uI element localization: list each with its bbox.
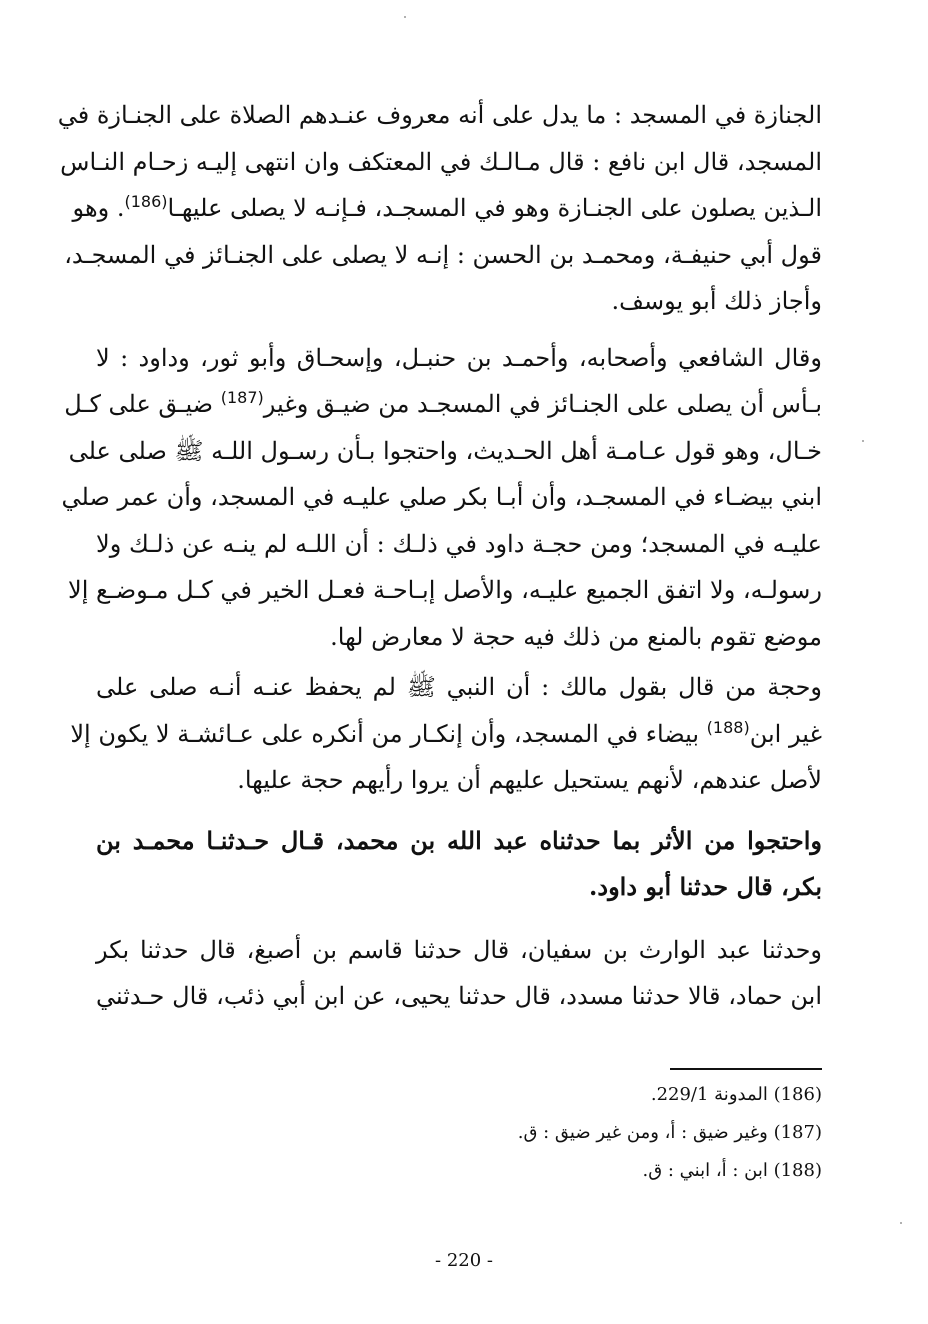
text-line: رسولـه، ولا اتفق الجميع عليـه، والأصل إبـاحـة فعـل الخير في كـل مـوضـع إلا (68, 576, 822, 604)
footnote-186: (186) المدونة 229/1. (650, 1084, 822, 1105)
scan-speck (862, 440, 864, 442)
text-line (70, 711, 822, 758)
text-segment: غير ابن (749, 719, 822, 748)
text-line: واحتجوا من الأثر بما حدثناه عبد الله بن محمد، قـال حـدثنـا محمـد بن (96, 825, 822, 855)
text-line: عليـه في المسجد؛ ومن حجـة داود في ذلـك : أن اللـه لم ينـه عن ذلـك ولا (96, 529, 822, 558)
text-line: خـال، وهو قول عـامـة أهل الحـديث، واحتجوا بـأن رسـول اللـه ﷺ صلى على (68, 436, 822, 465)
paragraph-4 (96, 818, 822, 911)
footnotes (222, 1076, 822, 1190)
footnote-188: (188) ابن : أ، ابني : ق. (642, 1160, 822, 1181)
text-line: موضع تقوم بالمنع من ذلك فيه حجة لا معارض لها. (330, 622, 822, 651)
text-line: وأجاز ذلك أبو يوسف. (611, 287, 822, 315)
footnote-187: (187) وغير ضيق : أ، ومن غير ضيق : ق. (517, 1122, 822, 1143)
paragraph-5 (96, 927, 822, 1020)
scan-speck (900, 1222, 902, 1224)
text-line: بكر، قال حدثنا أبو داود. (589, 872, 822, 901)
text-line (64, 381, 822, 428)
text-segment: ضيـق على كـل (64, 390, 221, 418)
text-segment: . وهو (72, 194, 125, 222)
main-text (57, 92, 822, 1020)
text-segment: الـذين يصلون على الجنـازة وهو في المسجـد، فـإنـه لا يصلى عليهـا (167, 194, 822, 222)
paragraph-3 (70, 664, 822, 804)
footnote-reference-187[interactable]: (187) (220, 388, 264, 407)
text-line: لأصل عندهم، لأنهم يستحيل عليهم أن يروا رأيهم حجة عليها. (237, 766, 822, 794)
text-line: ابني بيضـاء في المسجـد، وأن أبـا بكر صلي عليـه في المسجد، وأن عمر صلي (61, 483, 822, 511)
text-line: وحدثنا عبد الوارث بن سفيان، قال حدثنا قاسم بن أصبغ، قال حدثنا بكر (96, 935, 822, 964)
text-line: الجنازة في المسجد : ما يدل على أنه معروف عنـدهم الصلاة على الجنـازة في (57, 101, 822, 129)
paragraph-2 (61, 335, 822, 661)
text-line (72, 185, 822, 232)
paragraph-1 (57, 92, 822, 325)
text-line: المسجد، قال ابن نافع : قال مـالـك في المعتكف وان انتهى إليـه زحـام النـاس (60, 147, 822, 176)
text-line: وقال الشافعي وأصحابه، وأحمـد بن حنبـل، وإسحـاق وأبو ثور، وداود : لا (96, 343, 822, 372)
text-segment: بيضاء في المسجد، وأن إنكـار من أنكره على عـائشـة لا يكون إلا (70, 719, 707, 748)
page-number: - 220 - (435, 1250, 493, 1271)
scan-speck (404, 16, 406, 18)
footnote-reference-188[interactable]: (188) (706, 717, 750, 737)
text-line: وحجة من قال بقول مالك : أن النبي ﷺ لم يحفظ عنـه أنـه صلى على (96, 673, 822, 701)
text-segment: بـأس أن يصلى على الجنـائز في المسجـد من ضيـق وغير (263, 390, 822, 418)
footnote-separator (670, 1068, 822, 1070)
footnote-reference-186[interactable]: (186) (124, 192, 168, 211)
text-line: ابن حماد، قالا حدثنا مسدد، قال حدثنا يحيى، عن ابن أبي ذئب، قال حـدثني (96, 982, 822, 1010)
text-line: قول أبي حنيفـة، ومحمـد بن الحسن : إنـه لا يصلى على الجنـائز في المسجـد، (64, 240, 822, 269)
